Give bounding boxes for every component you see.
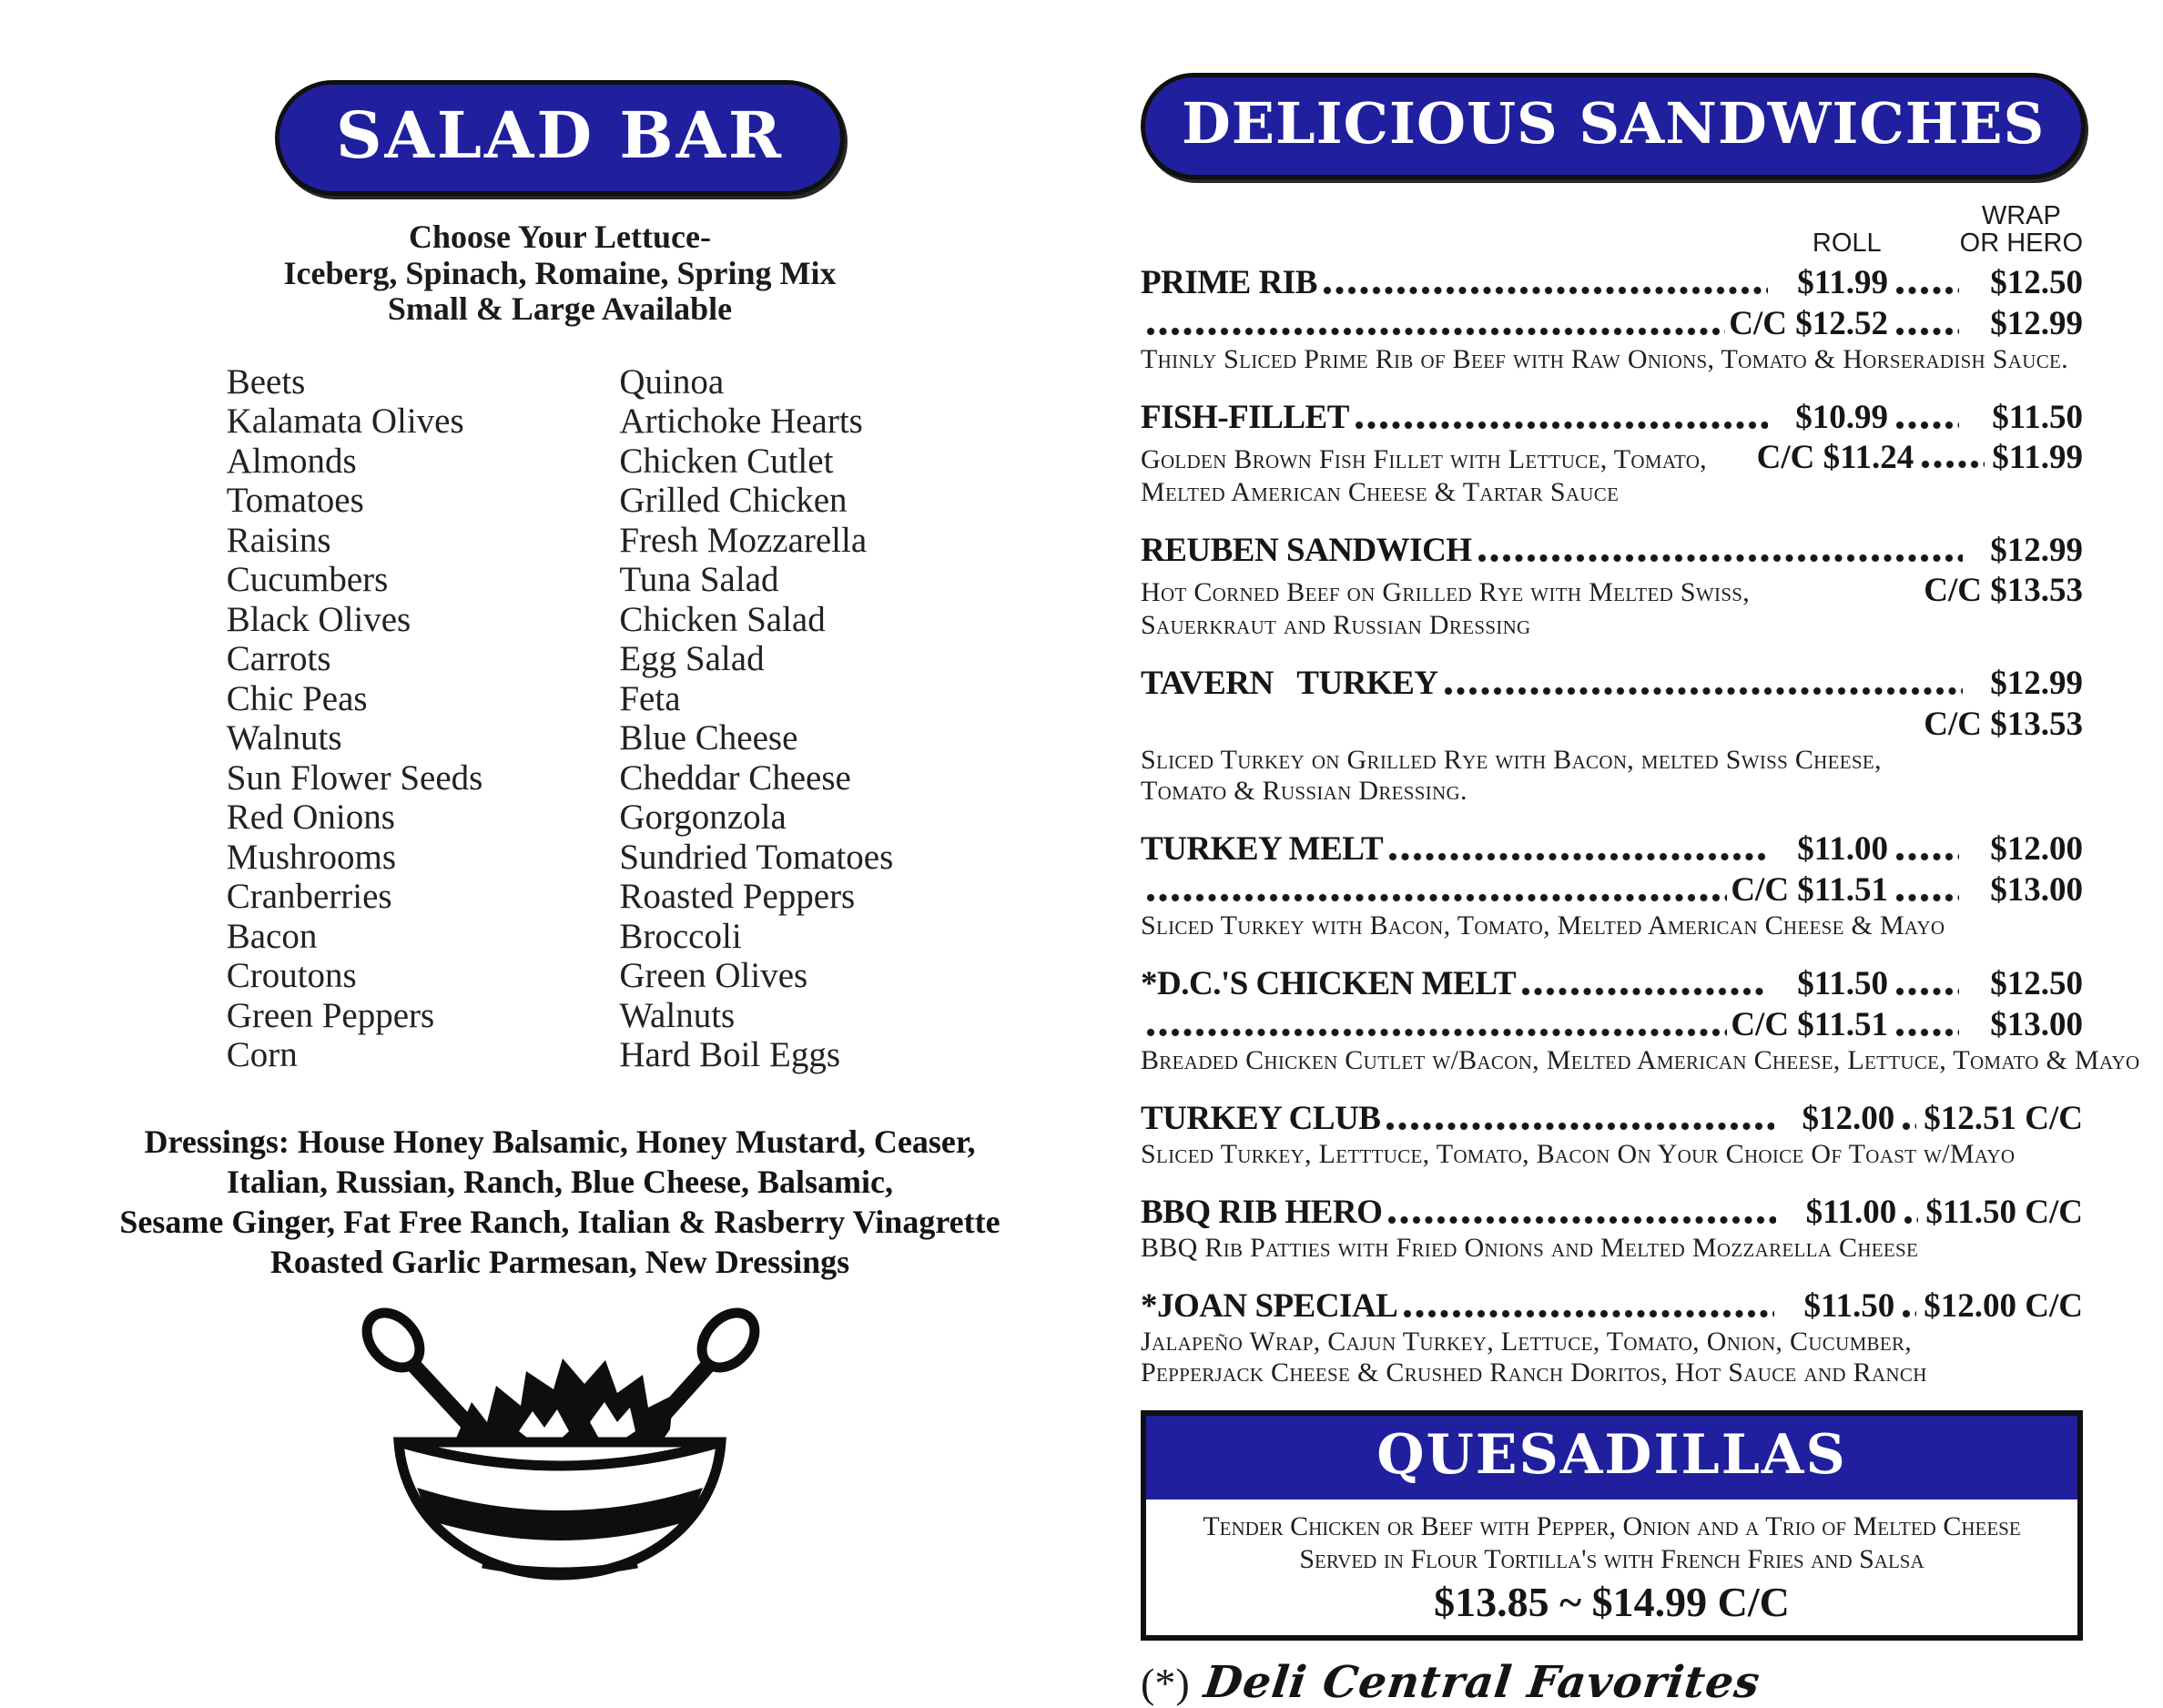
menu-item-tavern-turkey <box>1141 663 2083 807</box>
price-cc: C/C $11.24 <box>1756 439 1914 477</box>
list-item: Red Onions <box>226 798 395 838</box>
list-item: Fresh Mozzarella <box>619 520 868 560</box>
item-name: BBQ RIB HERO <box>1141 1194 1383 1232</box>
dotted-leader <box>1355 421 1768 430</box>
quesadillas-title: QUESADILLAS <box>1146 1416 2077 1500</box>
item-name: TURKEY MELT <box>1141 830 1384 869</box>
item-description: Golden Brown Fish Fillet with Lettuce, Tomato, <box>1141 444 1707 475</box>
price-roll: $11.50 <box>1797 965 1888 1003</box>
list-item: Walnuts <box>619 995 736 1035</box>
list-item: Green Peppers <box>226 995 435 1035</box>
quesadillas-body <box>1146 1500 2077 1635</box>
dressings-line-2: Italian, Russian, Ranch, Blue Cheese, Balsamic, <box>226 1163 894 1200</box>
dotted-separator <box>1895 1028 1959 1037</box>
list-item: Corn <box>226 1035 298 1075</box>
dotted-leader <box>1403 1309 1774 1318</box>
price-roll: $10.99 <box>1795 399 1888 437</box>
list-item: Quinoa <box>619 361 725 402</box>
list-item: Artichoke Hearts <box>619 402 863 442</box>
list-item: Raisins <box>226 520 331 560</box>
quesadillas-description-line-2: Served in Flour Tortilla's with French Fries and Salsa <box>1299 1544 1924 1575</box>
salad-toppings-column-1 <box>227 362 483 1075</box>
list-item: Almonds <box>226 441 357 481</box>
menu-item-reuben <box>1141 530 2083 641</box>
price-wrap: $12.51 C/C <box>1924 1100 2083 1138</box>
sandwiches-title: DELICIOUS SANDWICHES <box>1141 73 2086 179</box>
wrap-header-line-2: OR HERO <box>1959 228 2083 258</box>
price-roll: $11.00 <box>1797 830 1888 869</box>
menu-item-turkey-melt <box>1141 829 2083 941</box>
menu-item-joan-special <box>1141 1286 2083 1388</box>
footnote-text: Deli Central Favorites <box>1201 1657 1763 1708</box>
menu-item-bbq-rib-hero <box>1141 1192 2083 1264</box>
price-cc: C/C $13.53 <box>1924 706 2083 744</box>
price-wrap: $11.50 C/C <box>1925 1194 2083 1232</box>
dotted-separator <box>1902 1309 1916 1318</box>
dotted-separator <box>1895 421 1959 430</box>
dotted-leader <box>1146 893 1727 902</box>
item-description: Thinly Sliced Prime Rib of Beef with Raw Onions, Tomato & Horseradish Sauce. <box>1141 344 2068 375</box>
price-wrap: $12.99 <box>1990 532 2083 570</box>
list-item: Walnuts <box>226 718 342 758</box>
list-item: Roasted Peppers <box>619 877 856 917</box>
dressings-line-3: Sesame Ginger, Fat Free Ranch, Italian & Rasberry Vinagrette <box>119 1203 1000 1240</box>
item-description: Pepperjack Cheese & Crushed Ranch Doritos, Hot Sauce and Ranch <box>1141 1357 1927 1388</box>
price-column-headers <box>1141 203 2083 257</box>
dotted-leader <box>1386 1122 1774 1131</box>
price-cc: C/C $11.51 <box>1731 871 1888 910</box>
list-item: Cucumbers <box>226 560 389 600</box>
list-item: Cranberries <box>226 877 392 917</box>
quesadillas-box <box>1141 1410 2083 1641</box>
wrap-header-line-1: WRAP <box>1981 201 2061 230</box>
list-item: Black Olives <box>226 599 411 639</box>
list-item: Feta <box>619 678 681 718</box>
item-description: Hot Corned Beef on Grilled Rye with Melted Swiss, <box>1141 577 1751 608</box>
dotted-separator <box>1895 852 1959 861</box>
price-cc: C/C $11.51 <box>1731 1006 1888 1044</box>
dressings-text <box>64 1123 1056 1283</box>
quesadillas-price: $13.85 ~ $14.99 C/C <box>1434 1579 1790 1626</box>
dotted-leader <box>1146 327 1725 336</box>
salad-toppings-column-2 <box>619 362 893 1075</box>
price-cc-wrap: $11.99 <box>1992 439 2083 477</box>
item-name: *D.C.'S CHICKEN MELT <box>1141 965 1517 1003</box>
price-cc-wrap: $13.00 <box>1990 1006 2083 1044</box>
price-roll: $12.00 <box>1802 1100 1895 1138</box>
menu-item-turkey-club <box>1141 1098 2083 1170</box>
dotted-separator <box>1895 987 1959 996</box>
price-cc: C/C $12.52 <box>1729 305 1888 343</box>
column-header-wrap-or-hero <box>1960 203 2083 257</box>
list-item: Tomatoes <box>226 481 364 521</box>
dotted-separator <box>1921 460 1985 469</box>
dotted-separator <box>1895 286 1959 295</box>
salad-toppings-list <box>64 362 1056 1075</box>
dotted-leader <box>1444 686 1963 696</box>
intro-line-1: Choose Your Lettuce- <box>409 219 711 255</box>
list-item: Hard Boil Eggs <box>619 1035 841 1075</box>
item-name: TURKEY CLUB <box>1141 1100 1381 1138</box>
dotted-separator <box>1904 1215 1918 1225</box>
dotted-separator <box>1895 327 1959 336</box>
sandwiches-header-row <box>1141 73 2083 179</box>
list-item: Sundried Tomatoes <box>619 837 894 877</box>
item-description: Sliced Turkey, Letttuce, Tomato, Bacon On Your Choice Of Toast w/Mayo <box>1141 1139 2016 1170</box>
item-name: TAVERN TURKEY <box>1141 665 1438 703</box>
dotted-leader <box>1521 987 1768 996</box>
list-item: Chic Peas <box>226 678 368 718</box>
price-cc-wrap: $13.00 <box>1990 871 2083 910</box>
lettuce-intro <box>64 219 1056 328</box>
item-description: Sauerkraut and Russian Dressing <box>1141 610 1531 641</box>
intro-line-2: Iceberg, Spinach, Romaine, Spring Mix <box>283 254 837 291</box>
list-item: Broccoli <box>619 916 742 956</box>
list-item: Mushrooms <box>226 837 397 877</box>
column-header-roll: ROLL <box>1812 228 1882 258</box>
item-description: Melted American Cheese & Tartar Sauce <box>1141 477 1620 508</box>
list-item: Blue Cheese <box>619 718 798 758</box>
list-item: Cheddar Cheese <box>619 757 851 798</box>
list-item: Croutons <box>226 956 357 996</box>
item-description: Jalapeño Wrap, Cajun Turkey, Lettuce, Tomato, Onion, Cucumber, <box>1141 1327 1913 1357</box>
menu-item-prime-rib <box>1141 262 2083 375</box>
price-cc: C/C $13.53 <box>1924 572 2083 610</box>
price-roll: $11.99 <box>1797 264 1888 302</box>
price-roll: $11.50 <box>1803 1287 1895 1326</box>
dotted-leader <box>1478 554 1963 563</box>
dressings-line-4: Roasted Garlic Parmesan, New Dressings <box>269 1243 850 1280</box>
list-item: Beets <box>226 361 306 402</box>
dotted-leader <box>1323 286 1768 295</box>
list-item: Kalamata Olives <box>226 402 464 442</box>
dotted-separator <box>1902 1122 1916 1131</box>
price-wrap: $12.50 <box>1990 264 2083 302</box>
sandwiches-section <box>1141 73 2140 1708</box>
intro-line-3: Small & Large Available <box>387 290 733 328</box>
list-item: Grilled Chicken <box>619 481 848 521</box>
salad-bar-title: SALAD BAR <box>275 80 845 196</box>
footnote-asterisk: (*) <box>1141 1660 1190 1707</box>
price-cc-wrap: $12.99 <box>1990 305 2083 343</box>
item-name: REUBEN SANDWICH <box>1141 532 1472 570</box>
item-description: Sliced Turkey with Bacon, Tomato, Melted American Cheese & Mayo <box>1141 910 1945 941</box>
item-name: FISH-FILLET <box>1141 399 1349 437</box>
salad-bar-header-row <box>64 80 1056 196</box>
list-item: Chicken Salad <box>619 599 826 639</box>
footnote <box>1141 1657 2083 1708</box>
list-item: Egg Salad <box>619 639 765 679</box>
price-wrap: $12.00 <box>1990 830 2083 869</box>
price-wrap: $12.50 <box>1990 965 2083 1003</box>
list-item: Sun Flower Seeds <box>226 757 483 798</box>
menu-item-dc-chicken-melt <box>1141 963 2140 1076</box>
dotted-separator <box>1895 893 1959 902</box>
price-roll: $11.00 <box>1805 1194 1897 1232</box>
price-wrap: $12.00 C/C <box>1924 1287 2083 1326</box>
list-item: Bacon <box>226 916 318 956</box>
salad-bar-section <box>64 80 1056 1600</box>
dressings-line-1: Dressings: House Honey Balsamic, Honey Mustard, Ceaser, <box>144 1123 976 1160</box>
item-description: Sliced Turkey on Grilled Rye with Bacon, melted Swiss Cheese, <box>1141 745 1882 776</box>
dotted-leader <box>1388 852 1768 861</box>
list-item: Gorgonzola <box>619 798 787 838</box>
dotted-leader <box>1387 1215 1776 1225</box>
quesadillas-description-line-1: Tender Chicken or Beef with Pepper, Onion and a Trio of Melted Cheese <box>1203 1511 2021 1542</box>
dotted-leader <box>1146 1028 1727 1037</box>
menu-item-fish-fillet <box>1141 397 2083 508</box>
item-description: BBQ Rib Patties with Fried Onions and Melted Mozzarella Cheese <box>1141 1233 1919 1264</box>
list-item: Green Olives <box>619 956 808 996</box>
list-item: Tuna Salad <box>619 560 779 600</box>
list-item: Chicken Cutlet <box>619 441 834 481</box>
item-description: Breaded Chicken Cutlet w/Bacon, Melted American Cheese, Lettuce, Tomato & Mayo <box>1141 1045 2140 1076</box>
item-name: *JOAN SPECIAL <box>1141 1287 1398 1326</box>
list-item: Carrots <box>226 639 331 679</box>
salad-bowl-icon <box>64 1295 1056 1600</box>
item-description: Tomato & Russian Dressing. <box>1141 776 1467 807</box>
price-wrap: $11.50 <box>1992 399 2083 437</box>
price-wrap: $12.99 <box>1990 665 2083 703</box>
item-name: PRIME RIB <box>1141 264 1317 302</box>
